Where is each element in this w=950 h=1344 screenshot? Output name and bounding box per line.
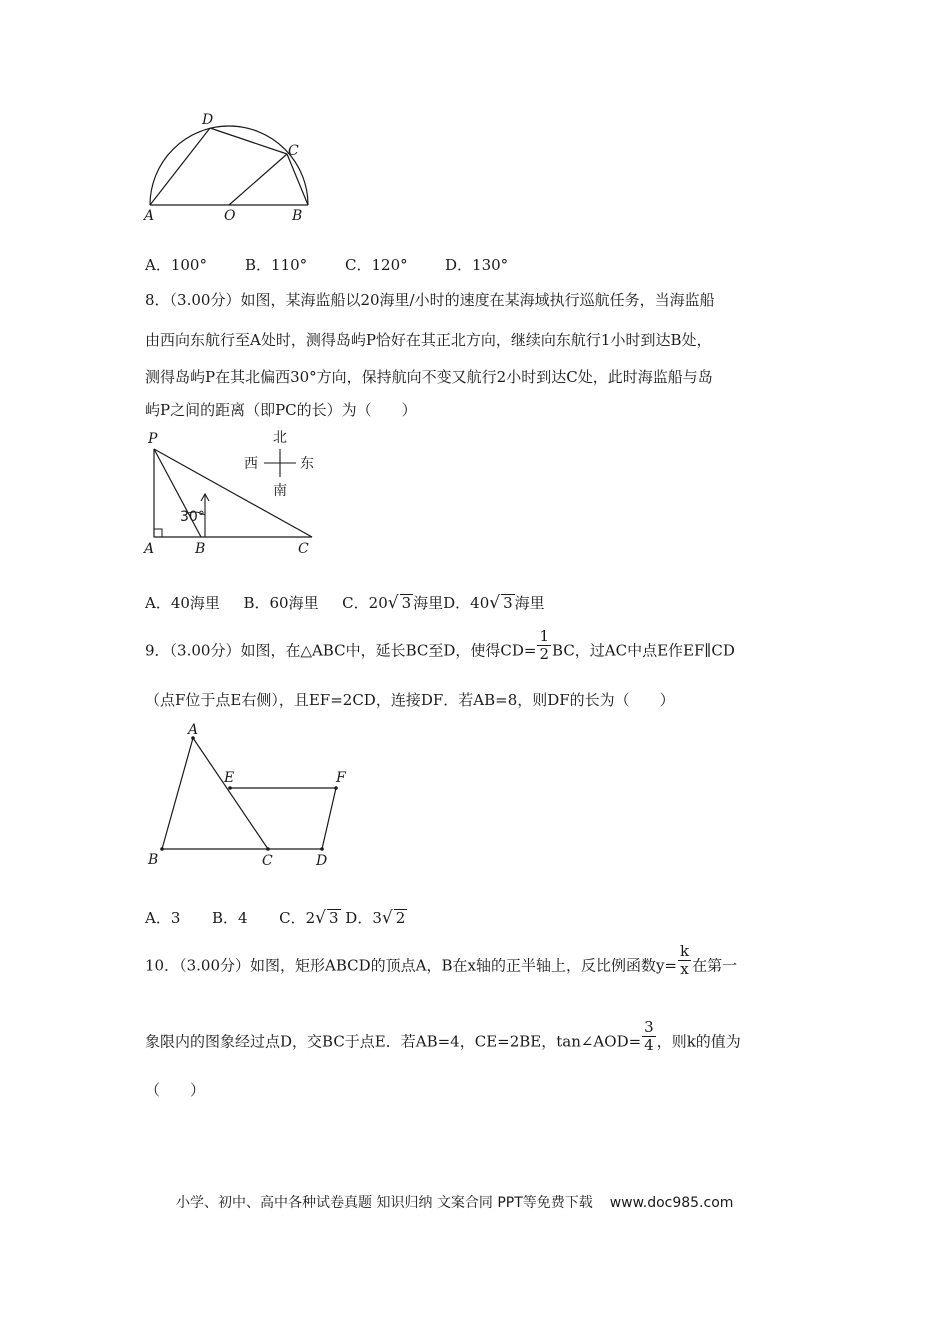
- q8-option-c: C．20√ 3 海里: [342, 593, 444, 613]
- compass-rose: [244, 430, 314, 499]
- fig8-label-b: B: [195, 541, 206, 557]
- fig7-label-b: B: [292, 208, 303, 223]
- fig8-label-p: P: [148, 431, 158, 447]
- q9-option-b: B．4: [211, 909, 248, 927]
- q9-geometry-figure: [140, 718, 360, 873]
- q8-option-a: A．40海里: [145, 594, 220, 612]
- footer-text: 小学、初中、高中各种试卷真题 知识归纳 文案合同 PPT等免费下载: [176, 1195, 593, 1211]
- q7-option-a: A．100°: [145, 256, 207, 274]
- compass-east: 东: [300, 456, 314, 472]
- q8-line-1: 8．（3.00分）如图，某海监船以20海里/小时的速度在某海域执行巡航任务，当海监船: [145, 291, 715, 309]
- q8-line-2: 由西向东航行至A处时，测得岛屿P恰好在其正北方向，继续向东航行1小时到达B处，: [145, 331, 712, 349]
- fig9-label-a: A: [188, 722, 199, 738]
- compass-north: 北: [273, 430, 287, 446]
- q9-line-1: 9．（3.00分）如图，在△ABC中，延长BC至D，使得CD= $\frac{1}{2}$ BC，过AC中点E作EF∥CD: [145, 627, 735, 663]
- fig9-label-b: B: [148, 852, 159, 868]
- fig8-label-a: A: [144, 541, 155, 557]
- q8-navigation-figure: [140, 425, 340, 560]
- q10-fraction-k-over-x: $\frac{k}{x}$: [679, 942, 690, 978]
- q7-option-d: D．130°: [445, 256, 509, 274]
- q8-options: [145, 593, 545, 613]
- fig7-label-d: D: [202, 112, 214, 128]
- q10-line-1: 10．（3.00分）如图，矩形ABCD的顶点A，B在x轴的正半轴上，反比例函数y= $\frac{k}{x}$ 在第一: [145, 942, 738, 978]
- q10-fraction-3-over-4: $\frac{3}{4}$: [644, 1018, 654, 1054]
- q8-option-b: B．60海里: [243, 594, 319, 612]
- q9-fraction: $\frac{1}{2}$: [539, 627, 550, 663]
- fig9-label-c: C: [262, 853, 273, 869]
- q9-option-a: A．3: [145, 909, 181, 927]
- q8-option-d: D．40√ 3 海里: [443, 593, 545, 613]
- compass-west: 西: [244, 456, 258, 472]
- footer-url[interactable]: www.doc985.com: [609, 1195, 734, 1211]
- page-footer: [176, 1192, 733, 1212]
- fig7-label-a: A: [144, 208, 155, 223]
- q7-option-b: B．110°: [245, 256, 308, 274]
- q7-options: [145, 255, 508, 275]
- q9-options: [145, 908, 407, 928]
- fig7-label-o: O: [224, 208, 236, 223]
- fig8-angle-label: 30°: [180, 509, 205, 525]
- q8-line-4: 屿P之间的距离（即PC的长）为（ ）: [145, 401, 417, 419]
- q9-option-c: C．2√ 3: [279, 908, 339, 928]
- q7-option-c: C．120°: [345, 256, 408, 274]
- fig7-label-c: C: [288, 143, 299, 159]
- fig9-label-e: E: [224, 770, 235, 786]
- fig9-label-d: D: [316, 853, 328, 869]
- q9-option-d: D．3√ 2: [345, 908, 406, 928]
- q10-line-3: （ ）: [145, 1081, 206, 1099]
- fig9-label-f: F: [336, 770, 346, 786]
- q9-line-2: （点F位于点E右侧），且EF=2CD，连接DF．若AB=8，则DF的长为（ ）: [145, 691, 675, 709]
- q10-line-2: 象限内的图象经过点D，交BC于点E．若AB=4，CE=2BE，tan∠AOD= $\frac{3}{4}$ ，则k的值为: [145, 1018, 741, 1054]
- q8-line-3: 测得岛屿P在其北偏西30°方向，保持航向不变又航行2小时到达C处，此时海监船与岛: [145, 368, 713, 386]
- q7-semicircle-figure: [140, 108, 320, 223]
- fig8-label-c: C: [298, 541, 309, 557]
- compass-south: 南: [273, 483, 287, 499]
